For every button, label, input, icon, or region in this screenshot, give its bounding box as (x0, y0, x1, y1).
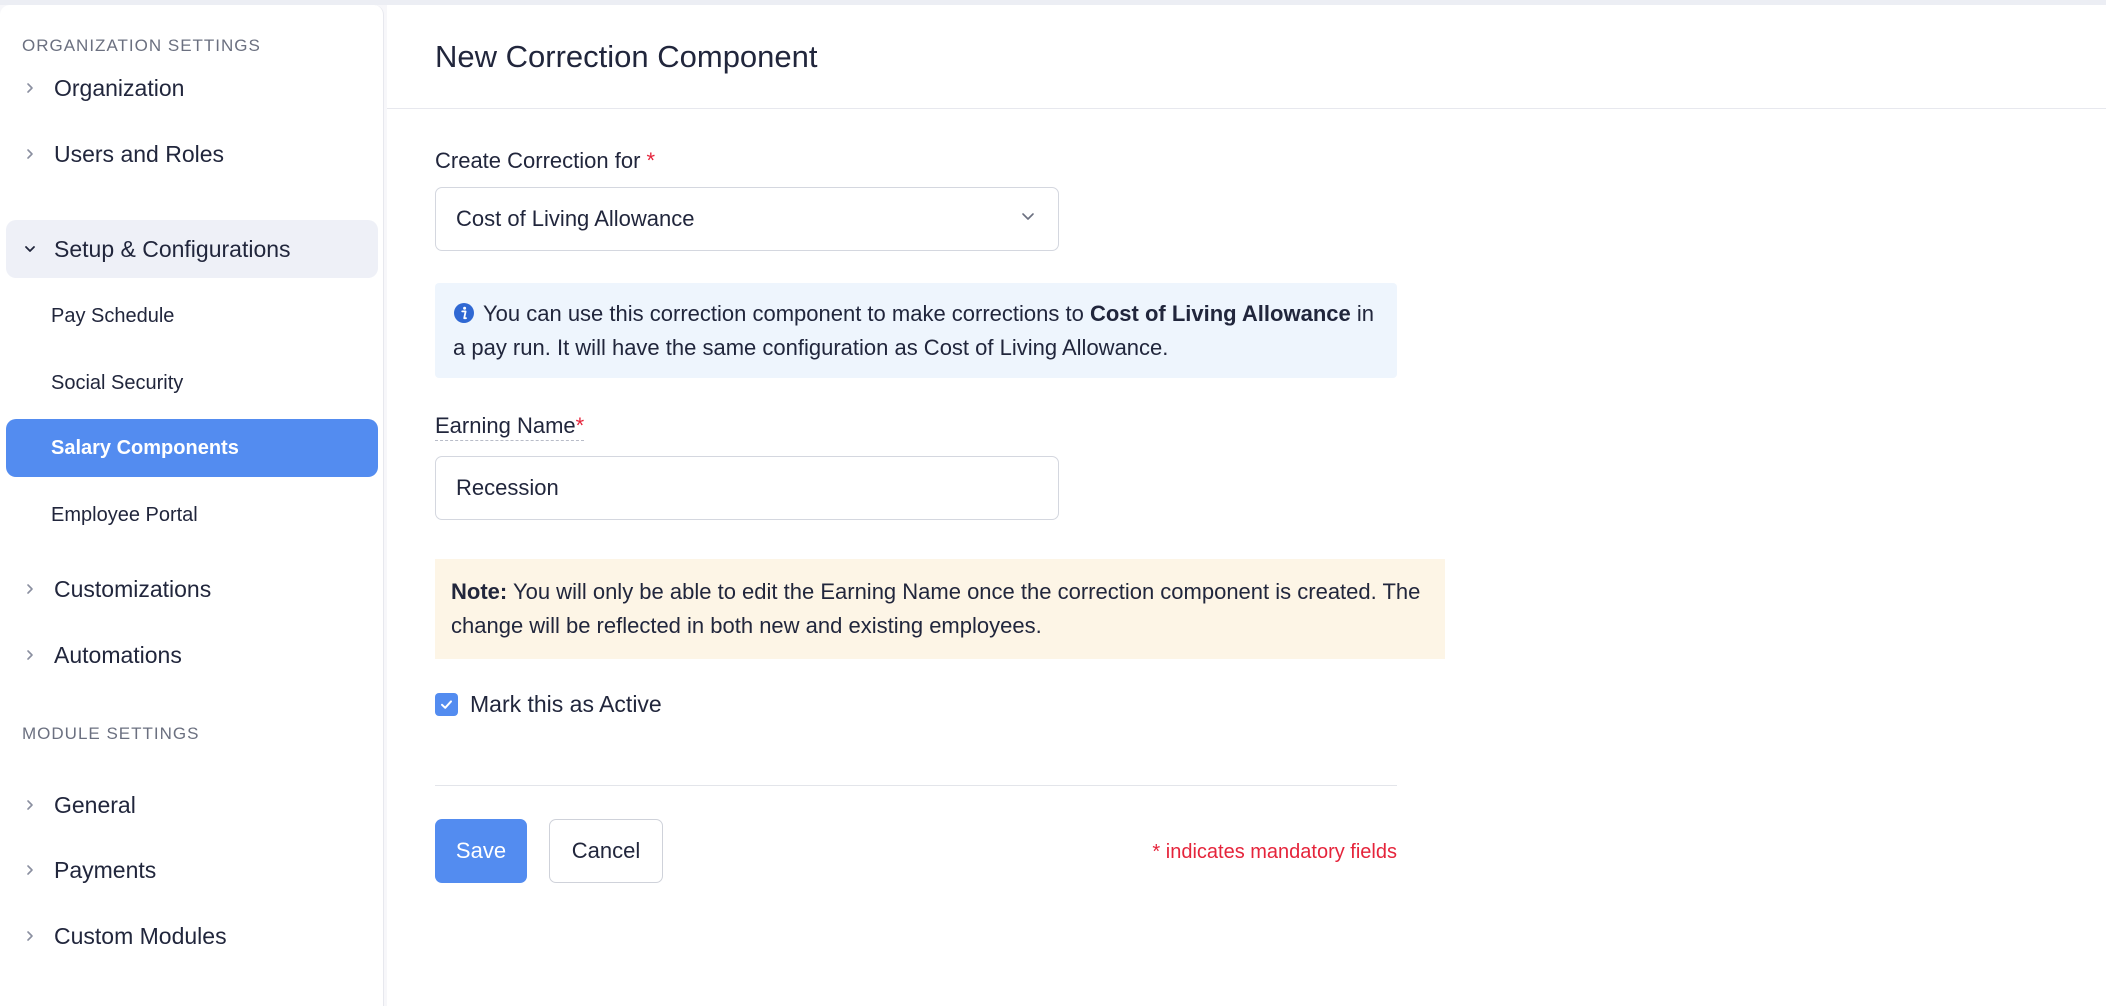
page-header (387, 5, 2106, 109)
note-text: You will only be able to edit the Earning Name once the correction component is created. The change will be reflected in both new and existing employees. (451, 579, 1421, 638)
sidebar-item-payments[interactable] (6, 841, 378, 899)
sidebar-item-label: Customizations (54, 575, 212, 602)
mark-active-checkbox-row[interactable] (435, 691, 662, 718)
main-content (387, 5, 2106, 1006)
earning-name-label-value: Earning Name (435, 413, 576, 438)
earning-name-label-text (435, 413, 584, 441)
mark-active-checkbox[interactable] (435, 693, 458, 716)
correction-for-value: Cost of Living Allowance (456, 206, 695, 231)
chevron-right-icon (6, 147, 54, 161)
chevron-right-icon (6, 582, 54, 596)
earning-name-input[interactable] (435, 456, 1059, 520)
chevron-right-icon (6, 929, 54, 943)
info-text-prefix: You can use this correction component to make corrections to (483, 301, 1084, 326)
earning-name-label (435, 413, 584, 439)
chevron-right-icon (6, 798, 54, 812)
info-text-bold: Cost of Living Allowance (1089, 301, 1351, 326)
info-circle-icon (453, 300, 475, 322)
correction-for-select[interactable] (435, 187, 1059, 251)
note-message (435, 559, 1445, 659)
sidebar-item-label: Custom Modules (54, 922, 227, 949)
chevron-down-icon (1018, 206, 1038, 232)
chevron-down-icon (6, 242, 54, 256)
info-message (435, 283, 1397, 378)
settings-sidebar (0, 5, 384, 1006)
correction-for-label-text: Create Correction for (435, 148, 641, 173)
sidebar-item-general[interactable] (6, 776, 378, 834)
page-title: New Correction Component (435, 39, 818, 74)
required-asterisk: * (646, 148, 656, 173)
sidebar-item-label: General (54, 791, 136, 818)
sidebar-item-label: Setup & Configurations (54, 235, 291, 262)
cancel-button[interactable]: Cancel (549, 819, 663, 883)
sidebar-item-label: Automations (54, 641, 182, 668)
check-icon (439, 697, 454, 712)
correction-for-label (435, 148, 655, 174)
module-settings-section-label: MODULE SETTINGS (22, 724, 200, 743)
sidebar-item-organization[interactable] (6, 59, 378, 117)
chevron-right-icon (6, 863, 54, 877)
chevron-right-icon (6, 648, 54, 662)
sidebar-item-label: Organization (54, 74, 185, 101)
required-asterisk: * (575, 413, 585, 438)
sidebar-item-automations[interactable] (6, 626, 378, 684)
sidebar-item-social-security[interactable]: Social Security (51, 371, 184, 394)
org-settings-section-label: ORGANIZATION SETTINGS (22, 36, 261, 55)
form-divider (435, 785, 1397, 786)
sidebar-item-pay-schedule[interactable]: Pay Schedule (51, 304, 175, 327)
chevron-right-icon (6, 81, 54, 95)
info-text-suffix: in a pay run. It will have the same configuration as Cost of Living Allowance. (453, 301, 1374, 360)
note-label: Note: (451, 579, 508, 604)
save-button[interactable]: Save (435, 819, 527, 883)
sidebar-item-custom-modules[interactable] (6, 907, 378, 965)
sidebar-item-customizations[interactable] (6, 560, 378, 618)
sidebar-item-users-roles[interactable] (6, 125, 378, 183)
mark-active-label: Mark this as Active (470, 691, 662, 717)
sidebar-item-setup-configurations[interactable] (6, 220, 378, 278)
sidebar-item-employee-portal[interactable]: Employee Portal (51, 503, 198, 526)
mandatory-fields-note: * indicates mandatory fields (1152, 841, 1397, 863)
sidebar-item-salary-components[interactable]: Salary Components (6, 419, 378, 477)
sidebar-item-label: Users and Roles (54, 140, 225, 167)
sidebar-item-label: Payments (54, 856, 157, 883)
